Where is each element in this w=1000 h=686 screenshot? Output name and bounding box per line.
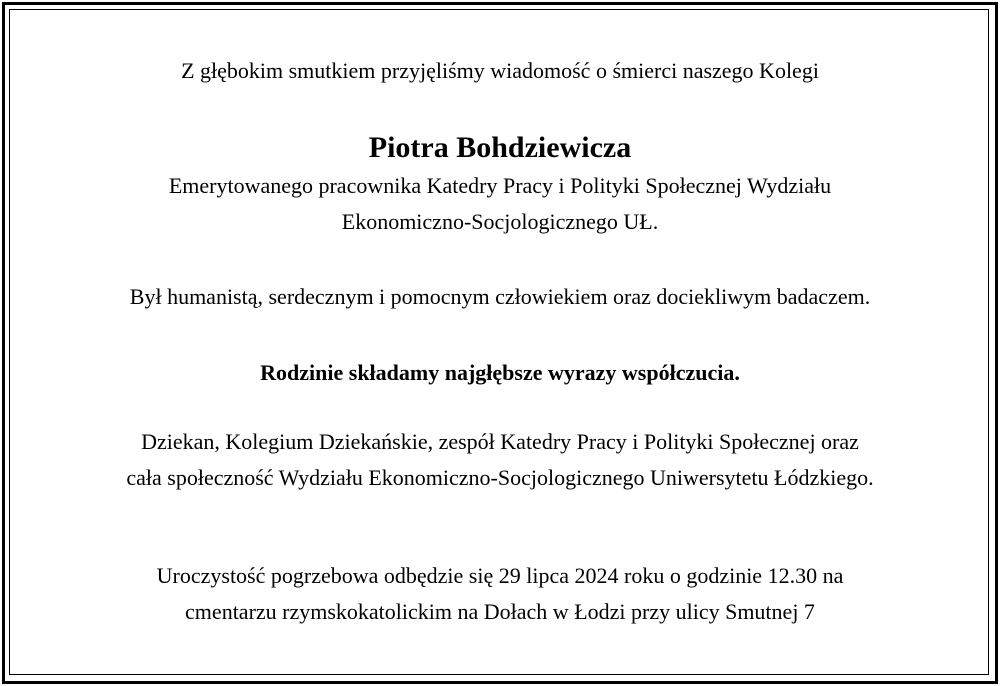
intro-text: Z głębokim smutkiem przyjęliśmy wiadomość o śmierci naszego Kolegi — [181, 58, 819, 83]
condolences-text: Rodzinie składamy najgłębsze wyrazy współczucia. — [260, 360, 740, 385]
funeral-line-2: cmentarzu rzymskokatolickim na Dołach w Łodzi przy ulicy Smutnej 7 — [185, 599, 815, 624]
funeral-line-1: Uroczystość pogrzebowa odbędzie się 29 lipca 2024 roku o godzinie 12.30 na — [156, 563, 844, 588]
signatories-line-2: cała społeczność Wydziału Ekonomiczno-Socjologicznego Uniwersytetu Łódzkiego. — [126, 465, 874, 490]
character-text: Był humanistą, serdecznym i pomocnym człowiekiem oraz dociekliwym badaczem. — [129, 284, 871, 309]
deceased-name: Piotra Bohdziewicza — [368, 131, 632, 164]
signatories-line-1: Dziekan, Kolegium Dziekańskie, zespół Katedry Pracy i Polityki Społecznej oraz — [141, 429, 859, 454]
role-line-2: Ekonomiczno-Socjologicznego UŁ. — [341, 209, 659, 234]
role-line-1: Emerytowanego pracownika Katedry Pracy i Polityki Społecznej Wydziału — [168, 173, 832, 198]
